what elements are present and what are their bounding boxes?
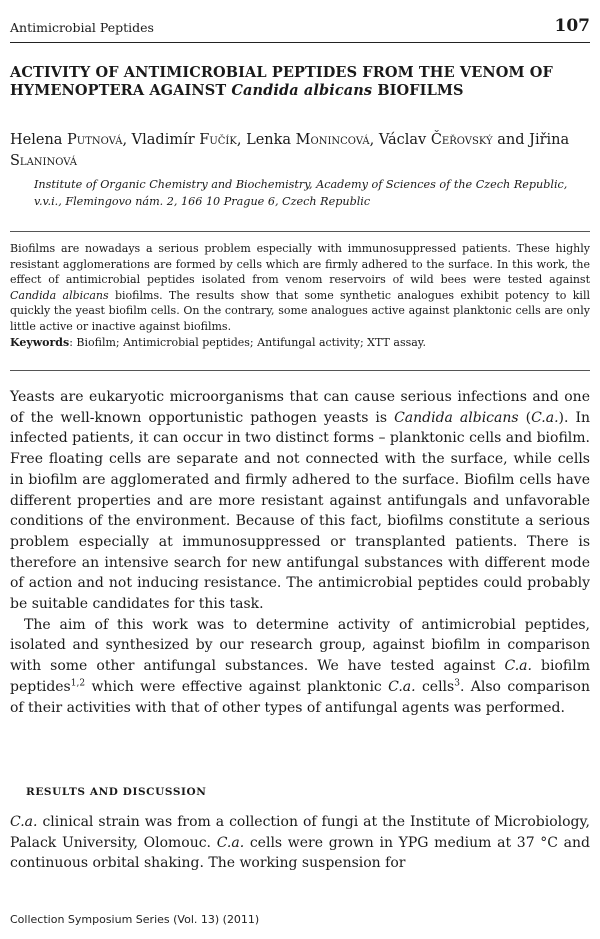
paragraph: Yeasts are eukaryotic microorganisms that can cause serious infections and one of the well-known opportunistic pathogen yeasts is Candida albicans (C.a.). In infected patients, it can occur in two distinct forms – planktonic cells and biofilm. Free floating cells are separate and not connected with the surface, while cells in biofilm are agglomerated and firmly adhered to the surface. Biofilm cells have different properties and are more resistant against antifungals and unfavorable conditions of the environment. Because of this fact, biofilms constitute a serious problem especially at immunosuppressed or transplanted patients. There is therefore an intensive search for new antifungal substances with different mode of action and not inducing resistance. The antimicrobial peptides could probably be suitable candidates for this task. [10,389,590,613]
page-number: 107 [554,16,590,36]
abstract-text: Biofilms are nowadays a serious problem especially with immunosuppressed patients. These highly resistant agglomerations are formed by cells which are firmly adhered to the surface. In this work, the effect of antimicrobial peptides isolated from venom reservoirs of wild bees were tested against Candida albicans biofilms. The results show that some synthetic analogues exhibit potency to kill quickly the yeast biofilm cells. On the contrary, some analogues active against planktonic cells are only little active or inactive against biofilms. [10,242,590,333]
running-header [10,14,590,43]
results-paragraph: C.a. clinical strain was from a collection of fungi at the Institute of Microbiology, Palack University, Olomouc. C.a. cells were grown in YPG medium at 37 °C and continuous orbital shaking. The working suspension for [10,814,590,872]
abstract [10,231,590,371]
footer-series: Collection Symposium Series (Vol. 13) (2011) [10,913,260,926]
author-name: Jiřina Slaninová [10,132,570,169]
author-list: Helena Putnová, Vladimír Fučík, Lenka Monincová, Václav Čeřovský and Jiřina Slaninová [10,132,570,169]
author-name: Vladimír Fučík [131,132,237,148]
author-name: Helena Putnová [10,132,123,148]
author-name: Lenka Monincová [246,132,370,148]
keywords: Keywords: Biofilm; Antimicrobial peptides; Antifungal activity; XTT assay. [10,335,427,349]
running-title: Antimicrobial Peptides [10,20,154,35]
paragraph: The aim of this work was to determine activity of antimicrobial peptides, isolated and synthesized by our research group, against biofilm in comparison with some other antifungal substances. We have tested against C.a. biofilm peptides$^{1,2}$ which were effective against planktonic C.a. cells$^3$. Also comparison of their activities with that of other types of antifungal agents was performed. [10,616,590,716]
affiliation: Institute of Organic Chemistry and Biochemistry, Academy of Sciences of the Czech Republic, v.v.i., Flemingovo nám. 2, 166 10 Prague 6, Czech Republic [34,178,568,208]
introduction [10,387,590,718]
author-name: Václav Čeřovský [378,132,493,148]
article-title: ACTIVITY OF ANTIMICROBIAL PEPTIDES FROM THE VENOM OF HYMENOPTERA AGAINST Candida albicans BIOFILMS [10,64,553,99]
section-heading: RESULTS AND DISCUSSION [26,786,207,798]
